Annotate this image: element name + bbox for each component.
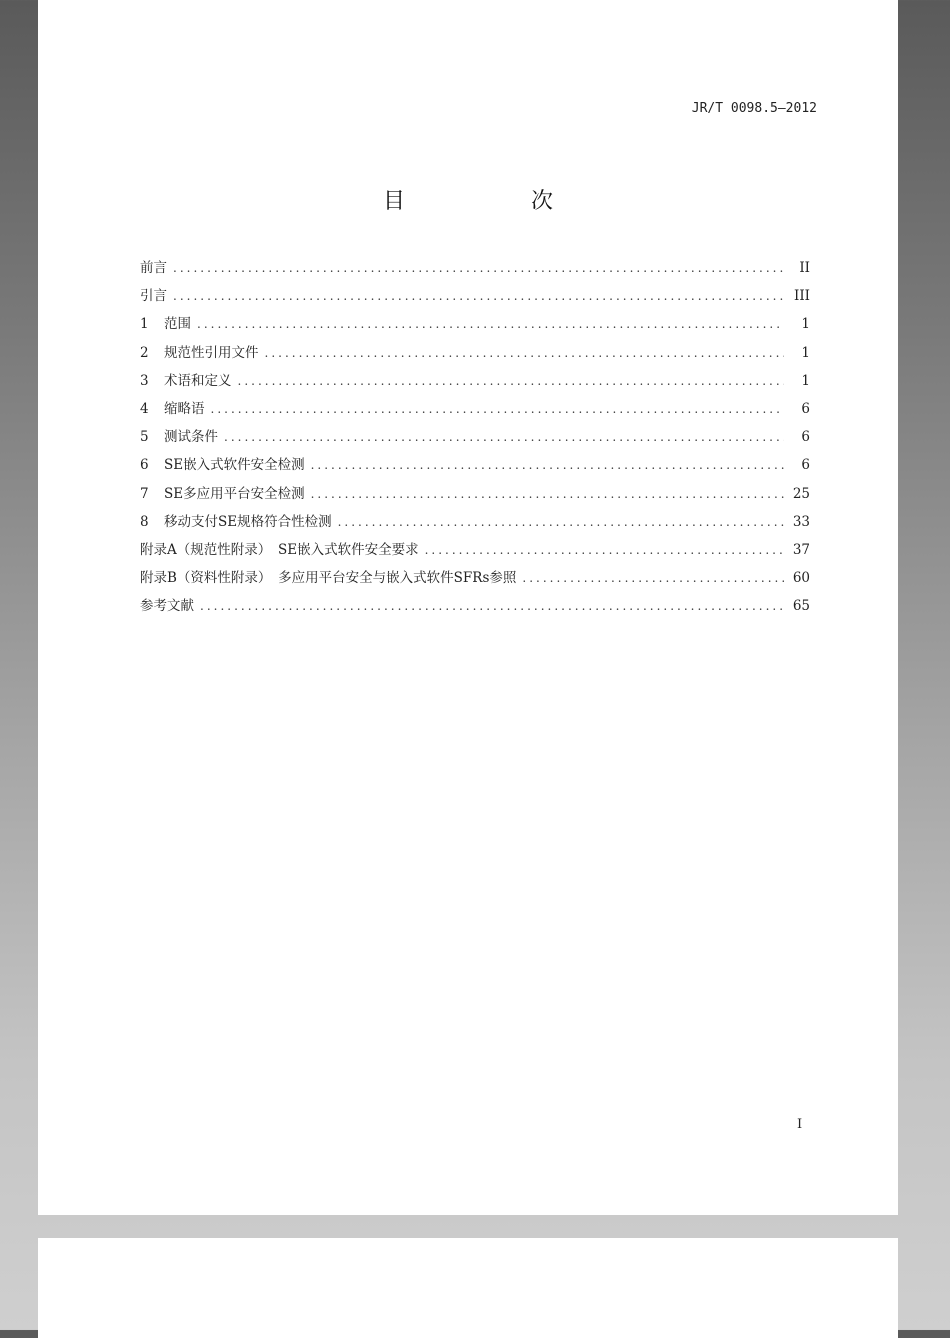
leader-dots	[173, 289, 784, 303]
toc-entry-7[interactable]	[140, 482, 810, 510]
toc-entry-2[interactable]	[140, 341, 810, 369]
toc-entry-5[interactable]	[140, 425, 810, 453]
toc-entry-text: 术语和定义	[164, 372, 232, 389]
toc-entry-text: 规范性引用文件	[164, 344, 259, 361]
toc-entry-page: II	[799, 260, 810, 276]
toc-entry-text: 附录A（规范性附录） SE嵌入式软件安全要求	[140, 541, 419, 558]
toc-entry-foreword[interactable]	[140, 256, 810, 284]
toc-entry-number: 6	[140, 457, 149, 474]
toc-entry-6[interactable]	[140, 453, 810, 481]
toc-entry-text: 引言	[140, 288, 167, 305]
next-document-page	[38, 1238, 898, 1338]
toc-entry-page: 6	[801, 429, 810, 446]
leader-dots	[197, 317, 784, 331]
toc-entry-page: 1	[801, 316, 810, 333]
document-page	[38, 0, 898, 1215]
toc-entry-number: 1	[140, 316, 149, 333]
toc-entry-page: 6	[801, 457, 810, 474]
toc-entry-4[interactable]	[140, 397, 810, 425]
toc-entry-page: 65	[792, 598, 810, 615]
page-number: I	[797, 1117, 803, 1132]
toc-entry-annex-a[interactable]	[140, 538, 810, 566]
toc-entry-text: 范围	[164, 316, 191, 333]
toc-entry-page: 37	[792, 541, 810, 558]
leader-dots	[265, 346, 785, 360]
toc-entry-number: 2	[140, 344, 149, 361]
toc-entry-text: 测试条件	[164, 429, 218, 446]
leader-dots	[224, 430, 784, 444]
toc-entry-page: 25	[792, 485, 810, 502]
toc-entry-3[interactable]	[140, 369, 810, 397]
toc-entry-number: 8	[140, 513, 149, 530]
leader-dots	[173, 261, 784, 275]
toc-entry-page: 1	[801, 372, 810, 389]
leader-dots	[211, 402, 785, 416]
standard-code: JR/T 0098.5—2012	[691, 101, 817, 116]
leader-dots	[338, 515, 784, 529]
toc-entry-text: 参考文献	[140, 598, 194, 615]
toc-entry-page: 1	[801, 344, 810, 361]
table-of-contents	[140, 256, 810, 622]
toc-entry-text: 附录B（资料性附录） 多应用平台安全与嵌入式软件SFRs参照	[140, 570, 517, 587]
toc-entry-text: 移动支付SE规格符合性检测	[164, 513, 332, 530]
toc-entry-page: 33	[792, 513, 810, 530]
leader-dots	[200, 599, 784, 613]
toc-entry-number: 5	[140, 429, 149, 446]
toc-entry-text: SE嵌入式软件安全检测	[164, 457, 305, 474]
toc-entry-annex-b[interactable]	[140, 566, 810, 594]
toc-entry-introduction[interactable]	[140, 284, 810, 312]
toc-entry-number: 7	[140, 485, 149, 502]
toc-entry-text: 缩略语	[164, 400, 205, 417]
toc-entry-page: 6	[801, 400, 810, 417]
leader-dots	[311, 458, 784, 472]
toc-entry-text: 前言	[140, 260, 167, 276]
leader-dots	[425, 543, 784, 557]
toc-entry-page: III	[794, 288, 810, 305]
toc-entry-8[interactable]	[140, 510, 810, 538]
toc-entry-page: 60	[792, 570, 810, 587]
leader-dots	[238, 374, 785, 388]
toc-entry-1[interactable]	[140, 312, 810, 340]
toc-entry-number: 3	[140, 372, 149, 389]
leader-dots	[311, 487, 784, 501]
leader-dots	[522, 571, 784, 585]
toc-entry-text: SE多应用平台安全检测	[164, 485, 305, 502]
toc-entry-bibliography[interactable]	[140, 594, 810, 622]
toc-entry-number: 4	[140, 400, 149, 417]
toc-title: 目 次	[382, 189, 605, 214]
